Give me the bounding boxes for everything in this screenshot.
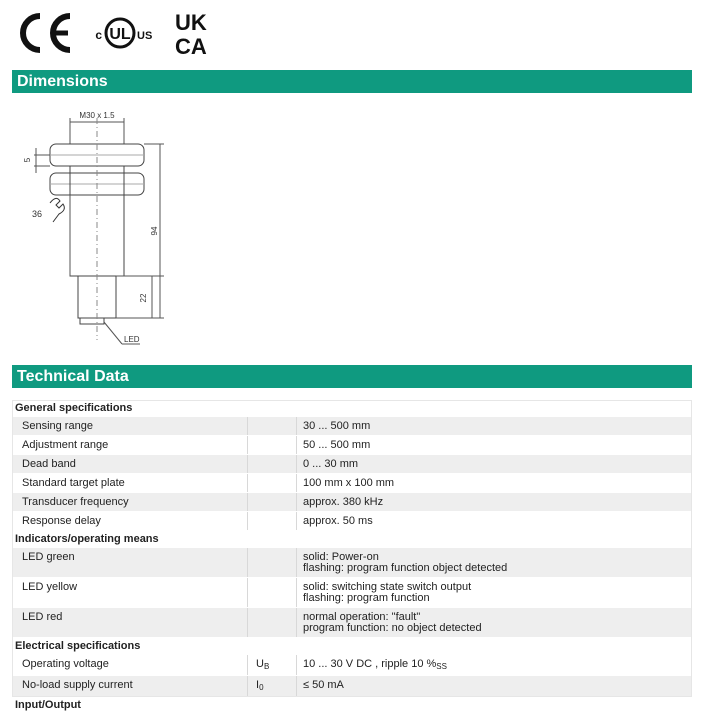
- spec-name: Transducer frequency: [12, 493, 248, 512]
- svg-text:US: US: [137, 30, 152, 42]
- spec-group-header: [12, 638, 692, 656]
- spec-symbol: [248, 455, 297, 474]
- spec-value: ≤ 50 mA: [297, 676, 693, 697]
- spec-row: [12, 436, 692, 455]
- spec-value: 50 ... 500 mm: [297, 436, 693, 455]
- spec-name: Operating voltage: [12, 655, 248, 676]
- spec-row: [12, 455, 692, 474]
- wrench-icon: [50, 198, 64, 222]
- svg-text:5: 5: [23, 157, 32, 162]
- cul-us-mark-icon: [95, 19, 152, 47]
- spec-name: No-load supply current: [12, 676, 248, 697]
- ukca-mark-icon: [175, 10, 207, 58]
- spec-name: Sensing range: [12, 417, 248, 436]
- technical-data-header: Technical Data: [12, 365, 692, 388]
- spec-row: [12, 608, 692, 638]
- certification-logos: [12, 6, 232, 58]
- svg-text:22: 22: [139, 293, 148, 302]
- spec-row: [12, 578, 692, 608]
- spec-row: [12, 417, 692, 436]
- svg-text:CA: CA: [175, 34, 207, 58]
- svg-text:94: 94: [150, 226, 159, 235]
- spec-value: approx. 380 kHz: [297, 493, 693, 512]
- dimensions-header: Dimensions: [12, 70, 692, 93]
- spec-symbol: [248, 436, 297, 455]
- dimension-drawing: [12, 100, 212, 355]
- spec-value: normal operation: "fault" program function: no object detected: [297, 608, 693, 638]
- spec-group-title: Electrical specifications: [12, 638, 692, 656]
- spec-name: Standard target plate: [12, 474, 248, 493]
- spec-row: [12, 676, 692, 697]
- sensor-body: [70, 166, 124, 276]
- spec-symbol: [248, 578, 297, 608]
- svg-text:c: c: [95, 28, 102, 42]
- spec-name: LED yellow: [12, 578, 248, 608]
- spec-group-title: Indicators/operating means: [12, 531, 692, 549]
- spec-group-header: [12, 400, 692, 417]
- spec-value: 0 ... 30 mm: [297, 455, 693, 474]
- spec-symbol: [248, 474, 297, 493]
- ce-mark-icon: [23, 16, 70, 50]
- spec-row: [12, 493, 692, 512]
- spec-value: 30 ... 500 mm: [297, 417, 693, 436]
- spec-group-title: Input/Output: [12, 697, 692, 714]
- spec-value: solid: Power-on flashing: program function object detected: [297, 548, 693, 578]
- spec-symbol: [248, 548, 297, 578]
- spec-row: [12, 548, 692, 578]
- svg-text:UL: UL: [109, 26, 131, 43]
- svg-text:36: 36: [32, 209, 42, 219]
- spec-symbol: $I_0$: [248, 676, 297, 697]
- spec-value: 10 ... 30 V DC , ripple 10 $\%_{SS}$: [297, 655, 693, 676]
- spec-group-header: [12, 697, 692, 714]
- technical-data-table: [12, 400, 692, 714]
- spec-name: LED green: [12, 548, 248, 578]
- spec-name: Dead band: [12, 455, 248, 474]
- spec-name: Response delay: [12, 512, 248, 531]
- svg-text:LED: LED: [124, 335, 140, 344]
- spec-symbol: [248, 493, 297, 512]
- spec-row: [12, 512, 692, 531]
- spec-name: Adjustment range: [12, 436, 248, 455]
- spec-value: approx. 50 ms: [297, 512, 693, 531]
- spec-symbol: [248, 417, 297, 436]
- spec-group-title: General specifications: [12, 400, 692, 417]
- spec-row: [12, 474, 692, 493]
- spec-value: solid: switching state switch output flashing: program function: [297, 578, 693, 608]
- spec-value: 100 mm x 100 mm: [297, 474, 693, 493]
- spec-group-header: [12, 531, 692, 549]
- spec-symbol: [248, 608, 297, 638]
- spec-symbol: [248, 512, 297, 531]
- spec-row: [12, 655, 692, 676]
- spec-symbol: $U_B$: [248, 655, 297, 676]
- svg-text:UK: UK: [175, 10, 207, 35]
- spec-name: LED red: [12, 608, 248, 638]
- svg-text:M30 x 1.5: M30 x 1.5: [79, 111, 115, 120]
